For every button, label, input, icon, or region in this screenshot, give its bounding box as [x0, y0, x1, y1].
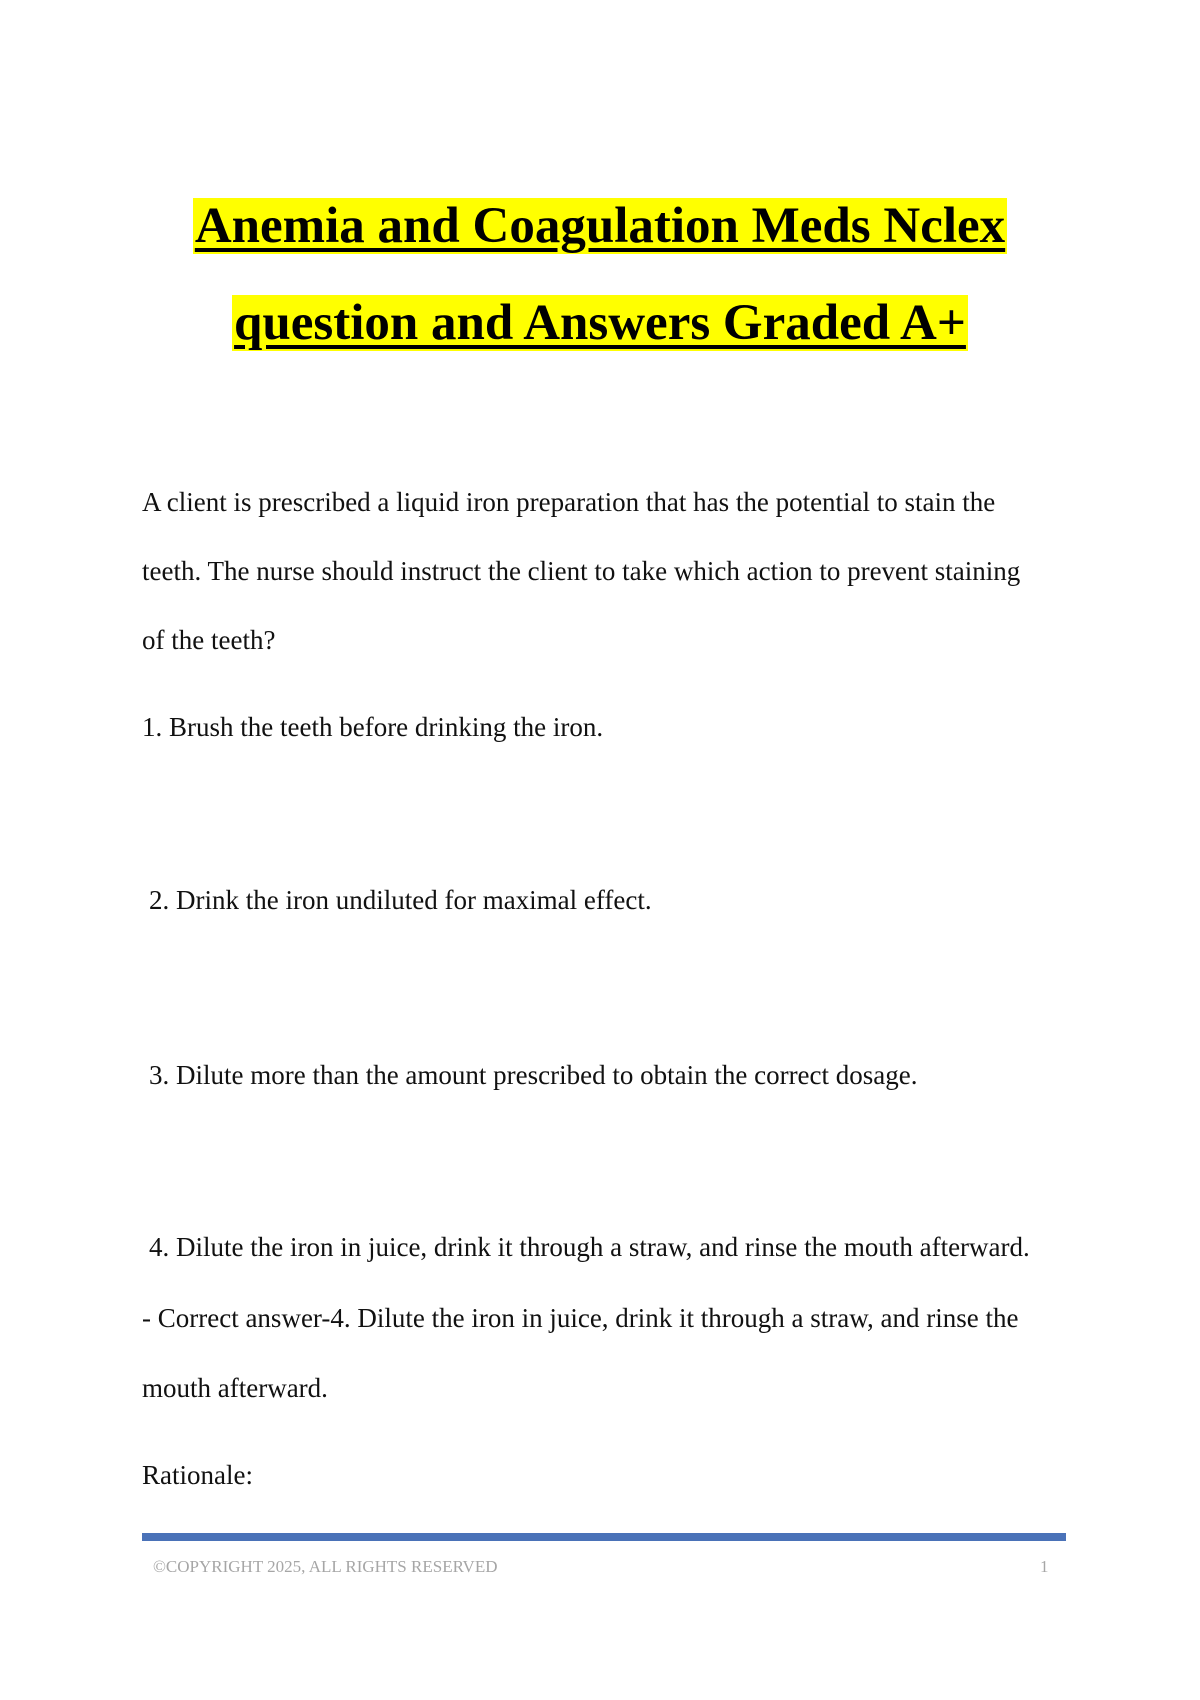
question-line-1: A client is prescribed a liquid iron preparation that has the potential to stain the [142, 487, 996, 517]
question-line-3: of the teeth? [142, 625, 276, 655]
footer-copyright: ©COPYRIGHT 2025, ALL RIGHTS RESERVED [153, 1557, 498, 1576]
rationale-label: Rationale: [142, 1460, 253, 1490]
correct-answer-line-1: - Correct answer-4. Dilute the iron in juice, drink it through a straw, and rinse the [142, 1303, 1019, 1333]
title-highlight-1: Anemia and Coagulation Meds Nclex [194, 198, 1006, 254]
correct-answer-line-2: mouth afterward. [142, 1373, 328, 1403]
option-2: 2. Drink the iron undiluted for maximal effect. [149, 885, 652, 915]
document-title-line-1 [0, 196, 1200, 256]
footer-divider [142, 1533, 1066, 1541]
option-4: 4. Dilute the iron in juice, drink it through a straw, and rinse the mouth afterward. [149, 1232, 1030, 1262]
page-number: 1 [1040, 1557, 1049, 1576]
title-highlight-2: question and Answers Graded A+ [234, 295, 966, 351]
option-3: 3. Dilute more than the amount prescribed to obtain the correct dosage. [149, 1060, 918, 1090]
question-line-2: teeth. The nurse should instruct the client to take which action to prevent staining [142, 556, 1021, 586]
document-title-line-2 [0, 293, 1200, 353]
option-1: 1. Brush the teeth before drinking the iron. [142, 712, 604, 742]
